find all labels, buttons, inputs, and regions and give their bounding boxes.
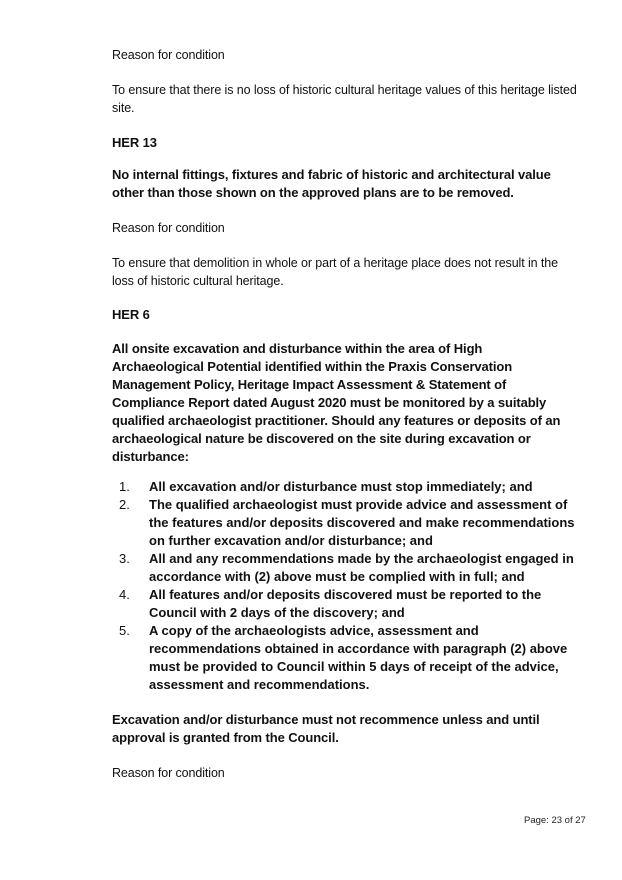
reason-text-1: To ensure that there is no loss of historic cultural heritage values of this heritage listed site.: [112, 83, 577, 115]
page-number: Page: 23 of 27: [524, 815, 586, 826]
her6-condition: All onsite excavation and disturbance within the area of High Archaeological Potential identified within the Praxis Conservation Management Policy, Heritage Impact Assessment & Statement of Compliance Report dated August 2020 must be monitored by a suitably qualified archaeologist practitioner. Should any features or deposits of an archaeological nature be discovered on the site during excavation or disturbance:: [112, 341, 561, 464]
her6-reason-label: Reason for condition: [112, 766, 225, 780]
list-item-text: All excavation and/or disturbance must stop immediately; and: [149, 479, 533, 494]
reason-label-1: Reason for condition: [112, 48, 225, 62]
her13-condition: No internal fittings, fixtures and fabric of historic and architectural value other than those shown on the approved plans are to be removed.: [112, 167, 551, 200]
list-item: [112, 586, 582, 622]
list-item-text: The qualified archaeologist must provide advice and assessment of the features and/or deposits discovered and make recommendations on further excavation and/or disturbance; and: [149, 497, 575, 548]
her6-heading: HER 6: [112, 307, 150, 322]
her13-heading: HER 13: [112, 135, 157, 150]
list-item-number: 2.: [119, 497, 130, 512]
list-item-number: 3.: [119, 551, 130, 566]
list-item: [112, 496, 582, 550]
list-item-text: All features and/or deposits discovered must be reported to the Council with 2 days of the discovery; and: [149, 587, 542, 620]
list-item-number: 1.: [119, 479, 130, 494]
list-item-number: 4.: [119, 587, 130, 602]
list-item-text: All and any recommendations made by the archaeologist engaged in accordance with (2) above must be complied with in full; and: [149, 551, 574, 584]
list-item-number: 5.: [119, 623, 130, 638]
list-item: [112, 478, 582, 496]
list-item-text: A copy of the archaeologists advice, assessment and recommendations obtained in accordance with paragraph (2) above must be provided to Council within 5 days of receipt of the advice, assessment and recommendations.: [149, 623, 568, 692]
her13-reason-label: Reason for condition: [112, 221, 225, 235]
her13-reason-text: To ensure that demolition in whole or part of a heritage place does not result in the loss of historic cultural heritage.: [112, 256, 558, 288]
list-item: [112, 550, 582, 586]
her6-closing-statement: Excavation and/or disturbance must not recommence unless and until approval is granted from the Council.: [112, 712, 540, 745]
her6-requirements-list: [112, 478, 582, 694]
list-item: [112, 622, 582, 694]
